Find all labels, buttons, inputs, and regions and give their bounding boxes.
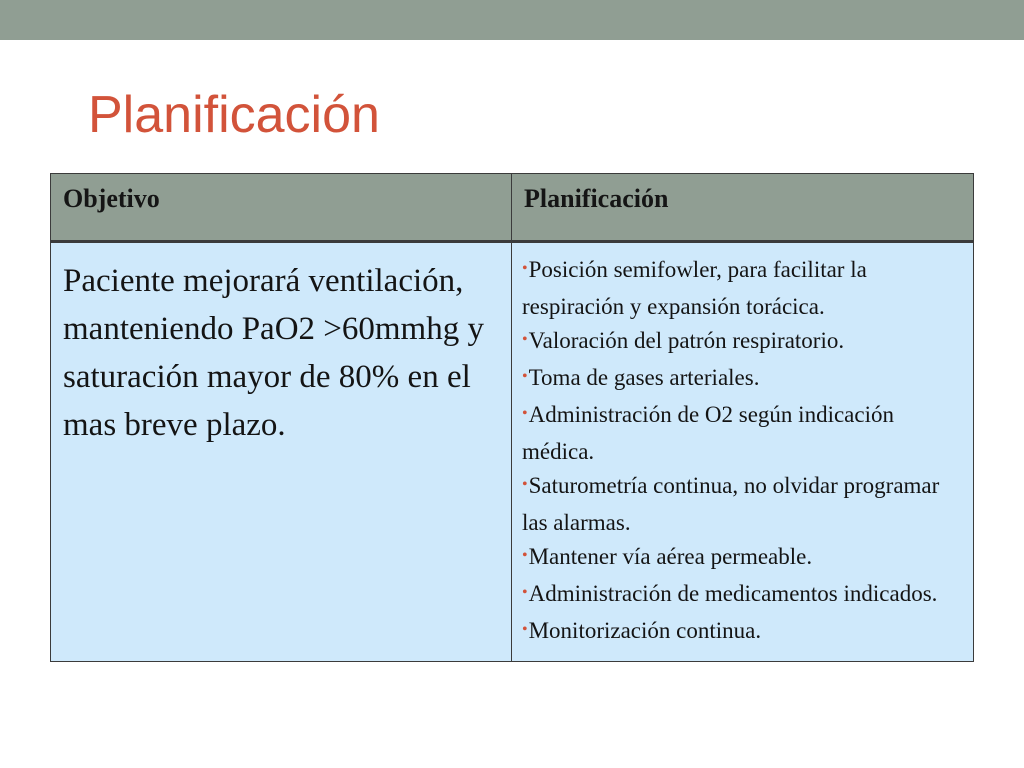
list-item [522,398,965,469]
header-planning: Planificación [512,174,974,242]
list-item-text: Administración de O2 según indicación médica. [522,402,894,464]
bullet-icon: • [522,405,528,422]
list-item [522,540,965,577]
list-item-text: Posición semifowler, para facilitar la respiración y expansión torácica. [522,257,867,319]
header-objective: Objetivo [51,174,512,242]
bullet-icon: • [522,621,528,638]
bullet-icon: • [522,331,528,348]
list-item-text: Toma de gases arteriales. [528,365,760,390]
list-item-text: Valoración del patrón respiratorio. [528,328,845,353]
bullet-icon: • [522,260,528,277]
top-band [0,0,1024,40]
list-item [522,614,965,651]
list-item-text: Monitorización continua. [528,618,762,643]
planning-table [50,173,974,662]
list-item [522,361,965,398]
bullet-icon: • [522,584,528,601]
list-item [522,469,965,540]
planning-cell [512,242,974,662]
table-row [51,242,974,662]
table-header-row [51,174,974,242]
list-item-text: Mantener vía aérea permeable. [528,544,813,569]
bullet-icon: • [522,368,528,385]
list-item [522,577,965,614]
list-item-text: Saturometría continua, no olvidar programar las alarmas. [522,473,940,535]
list-item [522,253,965,324]
bullet-icon: • [522,476,528,493]
planning-list [522,253,965,651]
objective-cell: Paciente mejorará ventilación, manteniendo PaO2 >60mmhg y saturación mayor de 80% en el mas breve plazo. [51,242,512,662]
list-item [522,324,965,361]
list-item-text: Administración de medicamentos indicados. [528,581,938,606]
slide-title: Planificación [88,86,380,144]
bullet-icon: • [522,547,528,564]
